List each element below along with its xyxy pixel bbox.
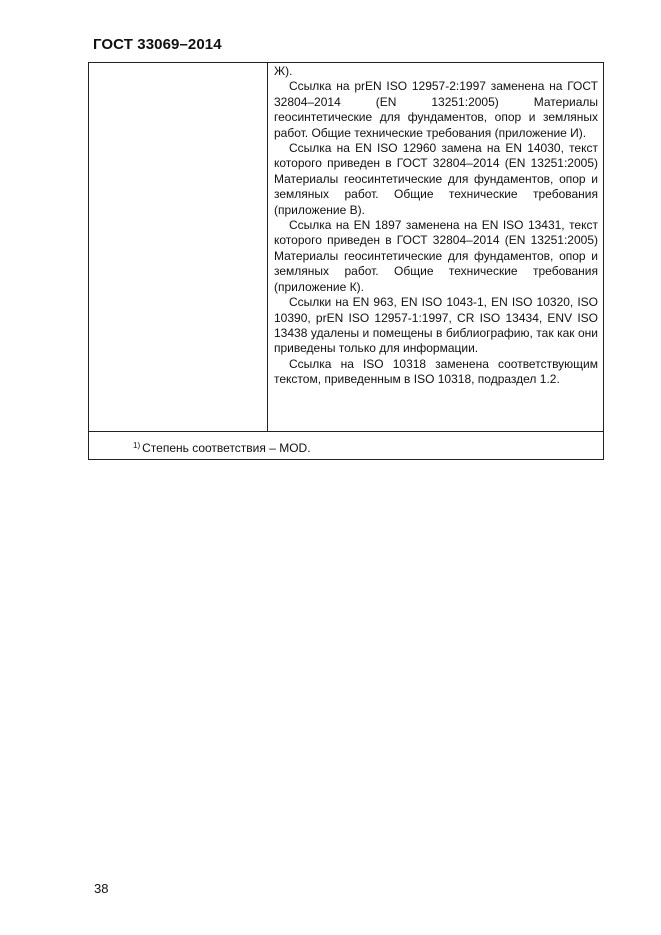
paragraph: Ссылка на EN 1897 заменена на EN ISO 13431, текст которого приведен в ГОСТ 32804–2014 (EN 13251:2005) Материалы геосинтетические для фундаментов, опор и земляных работ. Общие технические требования (приложение К).: [274, 218, 598, 294]
document-header: ГОСТ 33069–2014: [93, 36, 222, 53]
paragraph: Ссылка на ISO 10318 заменена соответствующим текстом, приведенным в ISO 10318, подраздел 1.2.: [274, 356, 598, 387]
page-number: 38: [94, 881, 109, 896]
paragraph: Ссылка на prEN ISO 12957-2:1997 заменена на ГОСТ 32804–2014 (EN 13251:2005) Материалы геосинтетические для фундаментов, опор и земляных работ. Общие технические требования (приложение И).: [274, 79, 598, 140]
paragraph: Ссылка на EN ISO 12960 замена на EN 14030, текст которого приведен в ГОСТ 32804–2014 (EN 13251:2005) Материалы геосинтетические для фундаментов, опор и земляных работ. Общие технические требования (приложение В).: [274, 141, 598, 217]
footnote-marker: 1): [133, 441, 141, 450]
footnote-text: Степень соответствия – MOD.: [142, 441, 311, 455]
table-cell-text: [274, 64, 598, 388]
reference-table: [88, 62, 604, 460]
table-left-cell: [89, 63, 268, 431]
paragraph: Ссылки на EN 963, EN ISO 1043-1, EN ISO 10320, ISO 10390, prEN ISO 12957-1:1997, CR ISO 13434, ENV ISO 13438 удалены и помещены в библиографию, так как они приведены только для информации.: [274, 295, 598, 356]
paragraph-continuation: Ж).: [274, 64, 293, 78]
footnote: [133, 439, 311, 455]
table-right-cell: [268, 63, 603, 431]
table-footnote-row: [89, 431, 603, 460]
